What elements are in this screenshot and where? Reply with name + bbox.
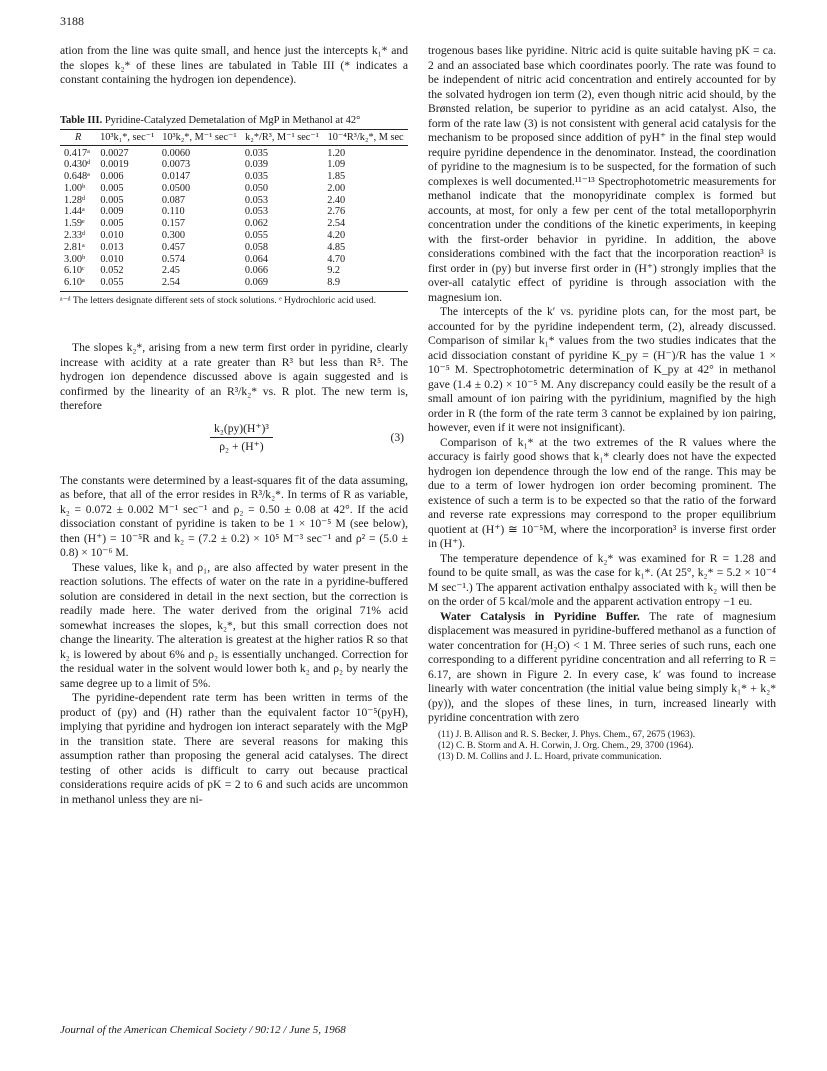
table-cell: 2.54 xyxy=(158,277,241,291)
table-cell: 2.54 xyxy=(327,218,346,230)
table-cell: 0.013 xyxy=(100,241,124,253)
equation-3 xyxy=(60,420,408,466)
equation-denominator: ρ₂ + (H⁺) xyxy=(219,440,264,454)
table-cell: 0.006 xyxy=(100,171,124,183)
table-cell: 0.157 xyxy=(161,218,186,230)
table-cell: 0.0147 xyxy=(161,171,191,183)
table-cell: 0.053 xyxy=(244,194,269,206)
table-cell: 1.28ᵈ xyxy=(64,194,86,206)
table-cell: 0.050 xyxy=(244,182,269,194)
table-cell: 1.00ᵇ xyxy=(64,182,86,194)
table-cell: 0.039 xyxy=(244,159,269,171)
left-column xyxy=(60,44,408,807)
paragraph-continuation: trogenous bases like pyridine. Nitric acid is quite suitable having pK = ca. 2 and an associated base which coordinates poorly. The rate was found to be independent of nitric acid concentration and entirely accounted for by the solvated hydrogen ion term (2), even though nitric acid should, by the Brønsted relation, be superior to pyridine as an acid catalyst. Also, the form of the rate law (3) is not consistent with general acid catalysis for the mechanism to be proposed since addition of pyH⁺ in the final step would require pyridine dependence in the denominator. Instead, the coordination of pyridine to the magnesium is to be suspected, for the formation of such complexes is well documented.¹¹⁻¹³ Spectrophotometric measurements for methanol indicate that the monopyridinate complex is formed but accounts, at most, for only a few per cent of the total metalloporphyrin concentration under the conditions of the kinetic experiments, in keeping with the first-order behavior in pyridine. In addition, the above considerations combined with the fact that the incorporation reaction³ is first order in (py) but inverse first order in (H⁺) strongly implies that the over-all catalytic effect of pyridine is through association with the magnesium ion. xyxy=(428,44,776,304)
table-row xyxy=(60,159,408,171)
table-cell: 0.009 xyxy=(100,206,124,218)
table-cell: 0.035 xyxy=(244,171,269,183)
table-row xyxy=(60,206,408,218)
table-row xyxy=(60,230,408,242)
table-row xyxy=(60,265,408,277)
reference-item: (13) D. M. Collins and J. L. Hoard, private communication. xyxy=(438,751,662,762)
paragraph-comparison: Comparison of k₁* at the two extremes of the R values where the accuracy is fairly good shows that k₁* clearly does not have the expected hydrogen ion dependence through the low end of the range. This may be due to a term of lower hydrogen ion order becoming prominent. The existence of such a term is to be expected so that the ratio of the forward and reverse rate expressions may correspond to the proper equilibrium quotient at (H⁺) ≅ 10⁻⁵M, where the incorporation³ is inverse first order in (H⁺). xyxy=(428,435,776,550)
table-cell: 0.005 xyxy=(100,218,124,230)
table-cell: 2.81ᵃ xyxy=(64,241,85,253)
table-cell: 2.76 xyxy=(327,206,346,218)
table-cell: 0.055 xyxy=(96,277,158,291)
table-cell: 0.0019 xyxy=(100,159,129,171)
table-header-row xyxy=(60,129,408,145)
table-cell: 2.40 xyxy=(327,194,346,206)
paragraph-intercepts: The intercepts of the k′ vs. pyridine plots can, for the most part, be accounted for by the pyridine independent term, (2), already discussed. Comparison of similar k₁* values from the two studies indicates that the acid dissociation constant of pyridine K_py = (H⁻)/R has the value 1 × 10⁻⁵ M. Spectrophotometric determination of K_py at 42° in methanol gave (1.4 ± 0.2) × 10⁻⁵ M. Any discrepancy could easily be the result of a small amount of ion pairing with the pyridinium, magnified by the high order in R (the form of the rate term 3 cannot be explained by ion pairing, however, even if it were not insignificant). xyxy=(428,305,776,434)
table-cell: 0.053 xyxy=(244,206,269,218)
table-cell: 0.005 xyxy=(100,194,124,206)
table-cell: 0.457 xyxy=(161,241,186,253)
table-cell: 4.85 xyxy=(327,241,346,253)
table-cell: 2.45 xyxy=(161,265,180,277)
paragraph-constants: The constants were determined by a least-squares fit of the data assuming, as before, that all of the error resides in R³/k₂*. In terms of R as variable, k₂ = 0.072 ± 0.002 M⁻¹ sec⁻¹ and ρ₂ = 0.50 ± 0.08 at 42°. If the acid dissociation constant of pyridine is taken to be 1 × 10⁻⁵ M (see below), then (H⁺) = 10⁻⁵R and k₂ = (7.2 ± 0.2) × 10⁵ M⁻³ sec⁻¹ and ρ² = (5.0 ± 0.8) × 10⁻⁶ M. xyxy=(60,473,408,560)
table-cell: 0.0500 xyxy=(161,182,191,194)
table-header-cell: 10³k₂*, M⁻¹ sec⁻¹ xyxy=(158,129,241,145)
section-heading: Water Catalysis in Pyridine Buffer. xyxy=(440,609,640,623)
table-cell: 1.20 xyxy=(327,147,346,159)
table-cell: 0.069 xyxy=(241,277,323,291)
table-row xyxy=(60,277,408,291)
paragraph-water-catalysis-text: The rate of magnesium displacement was measured in pyridine-buffered methanol as a function of water concentration for (H₂O) < 1 M. Three series of such runs, each one corresponding to a different pyridine concentration and all referring to R = 6.17, are shown in Figure 2. In every case, k′ was found to increase linearly with water concentration (the initial value being simply k₁* + k₂*(py)), and the slopes of these lines, in turn, increased linearly with pyridine concentration with zero xyxy=(428,609,776,724)
table-cell: 0.574 xyxy=(161,253,186,265)
table-cell: 0.0073 xyxy=(161,159,191,171)
table-cell: 6.10ᵃ xyxy=(60,277,96,291)
table-cell: 1.44ᵃ xyxy=(64,206,85,218)
table-cell: 9.2 xyxy=(327,265,341,277)
table-footnote: ᵃ⁻ᵈ The letters designate different sets of stock solutions. ᵉ Hydrochloric acid used. xyxy=(60,295,376,307)
paragraph-temperature: The temperature dependence of k₂* was examined for R = 1.28 and found to be quite small, as was the case for k₁*. (At 25°, k₂* = 5.2 × 10⁻⁴ M sec⁻¹.) The apparent activation enthalpy associated with k₂ will then be on the order of 5 kcal/mole and the apparent activation entropy −1 eu. xyxy=(428,551,776,608)
paragraph-water-effects: These values, like k₁ and ρ₁, are also affected by water present in the reaction solutions. The effects of water on the rate in a pyridine-buffered solution are considered in detail in the next section, but the correction is readily made here. The water derived from the original 71% acid somewhat increases the slopes, k₂*, but this small correction does not change the linearity. The alteration is greatest at the higher ratios R so that k₂ is lowered by about 6% and ρ₂ is essentially unchanged. Correction for the residual water in the solvent would lower both k₂ and ρ₂ by nearly the same degree up to a limit of 5%. xyxy=(60,560,408,690)
paragraph-pyridine-term: The pyridine-dependent rate term has been written in terms of the product of (py) and (H) rather than the equivalent factor 10⁻⁵(pyH), implying that pyridine and hydrogen ion interact separately with the MgP in the transition state. There are several reasons for making this assumption rather than proposing the general acid catalyses. The direct testing of other acids is difficult to carry out because practical considerations require acids of pK = 2 to 6 and such acids are uncommon in methanol unless they are ni- xyxy=(60,691,408,806)
table-cell: 0.110 xyxy=(161,206,185,218)
paragraph-slopes: The slopes k₂*, arising from a new term first order in pyridine, clearly increase with acidity at a rate greater than R³ but less than R⁵. The hydrogen ion dependence discussed above is again suggested and is confirmed by the linearity of an R³/k₂* vs. R plot. The new term is, therefore xyxy=(60,341,408,413)
table-row xyxy=(60,254,408,266)
table-cell: 2.00 xyxy=(327,182,346,194)
table-cell: 1.85 xyxy=(327,171,346,183)
table-cell: 0.0027 xyxy=(100,147,129,159)
table-cell: 0.087 xyxy=(161,194,186,206)
equation-number: (3) xyxy=(390,430,404,444)
right-column xyxy=(428,44,776,763)
table-caption-text: Pyridine-Catalyzed Demetalation of MgP in Methanol at 42° xyxy=(104,114,361,126)
table-cell: 0.0060 xyxy=(161,147,191,159)
table-cell: 2.33ᵈ xyxy=(64,230,86,242)
table-cell: 0.010 xyxy=(100,253,124,265)
table-row xyxy=(60,145,408,159)
page-number: 3188 xyxy=(60,14,84,28)
table-cell: 4.70 xyxy=(327,253,346,265)
table-cell: 1.59ᵉ xyxy=(64,218,85,230)
table-header-cell: 10⁻⁴R³/k₂*, M sec xyxy=(323,129,408,145)
table-row xyxy=(60,195,408,207)
table-cell: 0.430ᵈ xyxy=(64,159,91,171)
table-body xyxy=(60,145,408,292)
table-header-cell: R xyxy=(60,129,96,145)
table-cell: 0.052 xyxy=(100,265,124,277)
table-cell: 4.20 xyxy=(327,230,346,242)
table-header-cell: 10³k₁*, sec⁻¹ xyxy=(96,129,158,145)
table-row xyxy=(60,183,408,195)
table-cell: 0.005 xyxy=(100,182,124,194)
table-cell: 0.064 xyxy=(244,253,269,265)
table-cell: 0.035 xyxy=(244,147,269,159)
table-cell: 0.058 xyxy=(244,241,269,253)
table-cell: 0.055 xyxy=(244,230,269,242)
references xyxy=(428,730,776,764)
journal-footer: Journal of the American Chemical Society / 90:12 / June 5, 1968 xyxy=(60,1024,346,1036)
table-cell: 6.10ᶜ xyxy=(64,265,85,277)
table-cell: 3.00ᵇ xyxy=(64,253,86,265)
reference-item: (12) C. B. Storm and A. H. Corwin, J. Org. Chem., 29, 3700 (1964). xyxy=(438,740,694,751)
table-cell: 0.062 xyxy=(244,218,269,230)
table-row xyxy=(60,242,408,254)
table-cell: 1.09 xyxy=(327,159,346,171)
paragraph-water-catalysis xyxy=(428,610,776,726)
table-row xyxy=(60,218,408,230)
table-cell: 0.417ᵃ xyxy=(64,147,90,159)
table-caption xyxy=(60,114,408,127)
table-cell: 0.300 xyxy=(161,230,186,242)
paragraph-intro: ation from the line was quite small, and hence just the intercepts k₁* and the slopes k₂* of these lines are tabulated in Table III (* indicates a constant containing the hydrogen ion dependence). xyxy=(60,44,408,86)
data-table xyxy=(60,129,408,293)
table-header-cell: k₂*/R³, M⁻¹ sec⁻¹ xyxy=(241,129,323,145)
reference-item: (11) J. B. Allison and R. S. Becker, J. Phys. Chem., 67, 2675 (1963). xyxy=(438,729,696,740)
table-cell: 8.9 xyxy=(323,277,408,291)
table-row xyxy=(60,171,408,183)
table-cell: 0.066 xyxy=(244,265,269,277)
table-cell: 0.648ᵃ xyxy=(64,171,90,183)
equation-numerator: k₂(py)(H⁺)³ xyxy=(210,422,273,439)
table-cell: 0.010 xyxy=(100,230,124,242)
table-caption-label: Table III. xyxy=(60,114,103,126)
